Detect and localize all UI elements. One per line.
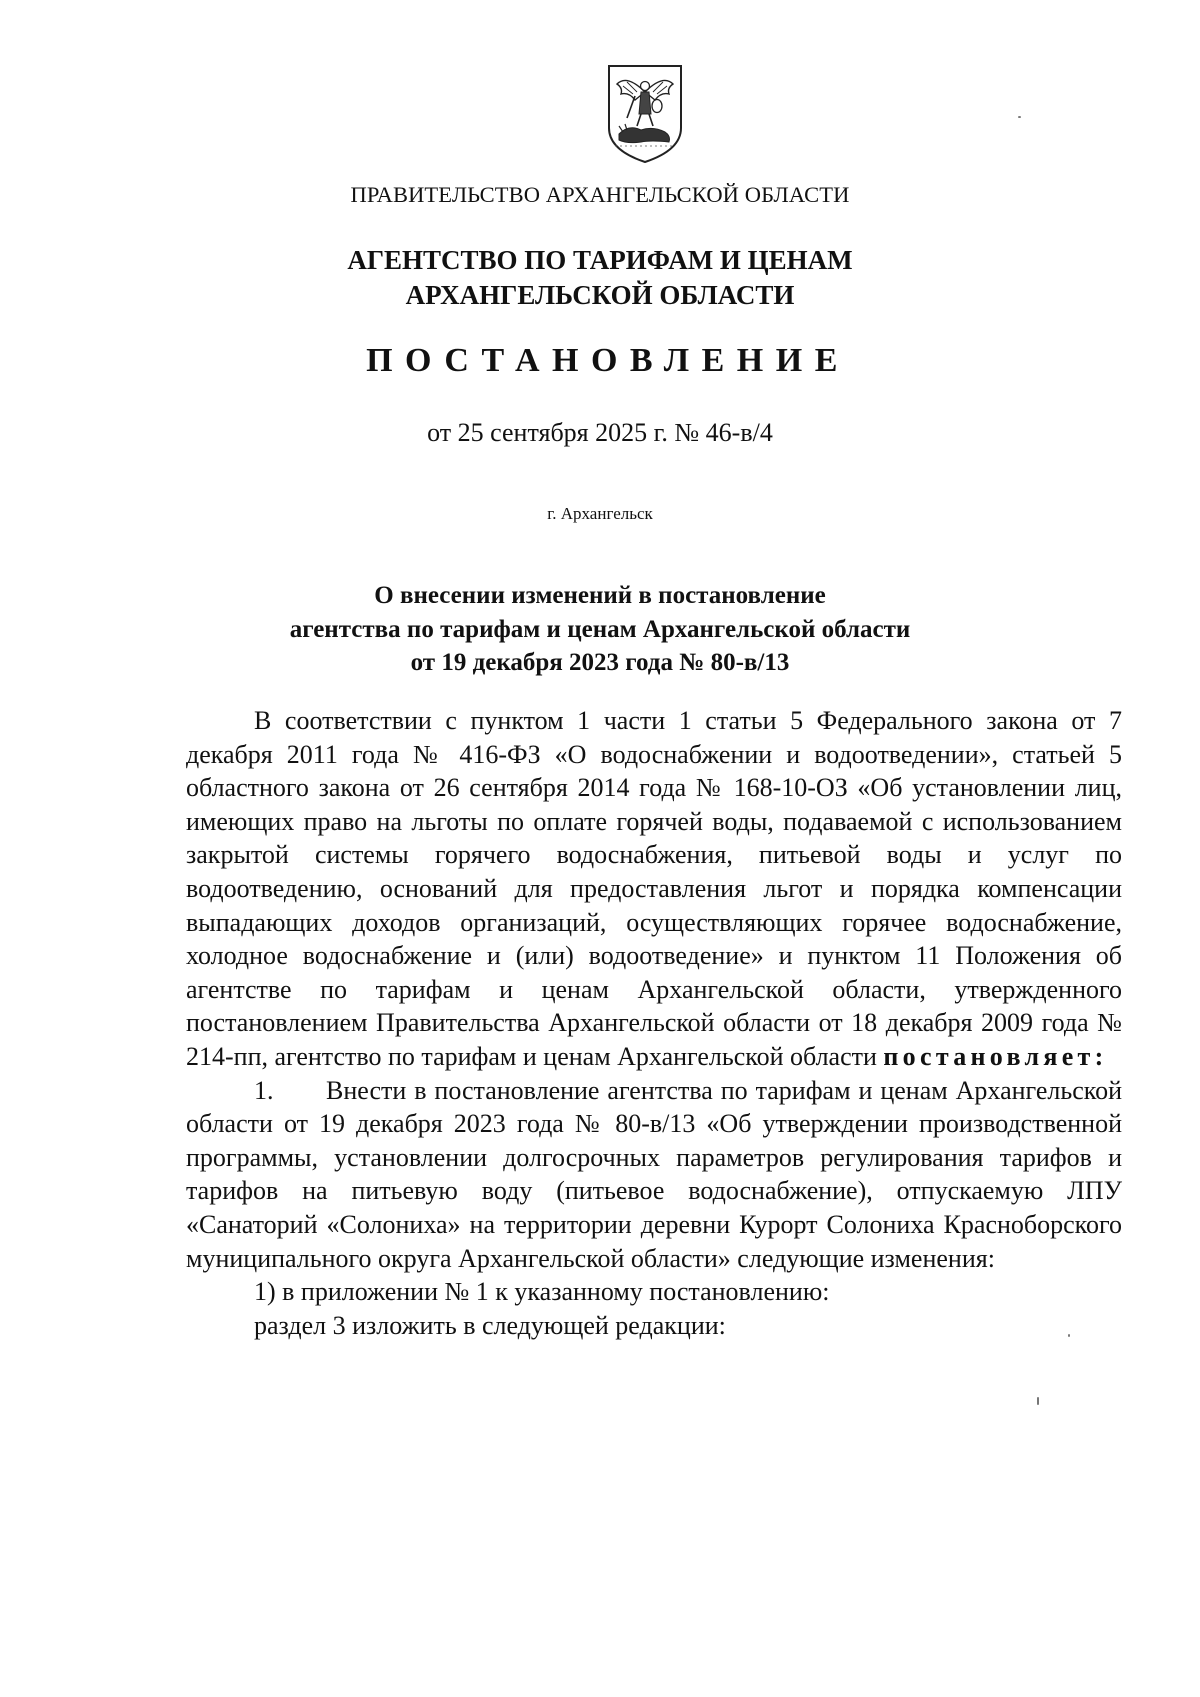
document-title-line3: от 19 декабря 2023 года № 80-в/13 [410,649,790,676]
scan-speck [1018,116,1021,118]
subitem-1: 1) в приложении № 1 к указанному постановлению: [254,1277,830,1307]
document-city: г. Архангельск [547,504,653,523]
agency-name-line1: АГЕНТСТВО ПО ТАРИФАМ И ЦЕНАМ [347,245,853,275]
document-body [186,704,1122,1342]
document-title-line1: О внесении изменений в постановление [374,582,826,609]
item-1-text: Внести в постановление агентства по тарифам и ценам Архангельской области от 19 декабря 2023 года № 80-в/13 «Об утверждении производственной программы, установлении долгосрочных параметров регулирования тарифов и тарифов на питьевую воду (питьевое водоснабжение), отпускаемую ЛПУ «Санаторий «Солониха» на территории деревни Курорт Солониха Красноборского муниципального округа Архангельской области» следующие изменения: [186,1075,1122,1273]
preamble-paragraph [186,704,1122,1074]
item-1-paragraph [186,1074,1122,1276]
item-1-number: 1. [254,1075,274,1105]
scan-speck [1037,1397,1039,1405]
subitem-2: раздел 3 изложить в следующей редакции: [254,1310,726,1340]
agency-name-line2: АРХАНГЕЛЬСКОЙ ОБЛАСТИ [405,280,795,310]
scan-speck [1068,1334,1070,1337]
coat-of-arms-icon [605,62,685,166]
document-title-line2: агентства по тарифам и ценам Архангельской области [289,616,911,643]
document-type: ПОСТАНОВЛЕНИЕ [366,342,850,379]
resolves-keyword: постановляет: [883,1041,1108,1071]
government-name: ПРАВИТЕЛЬСТВО АРХАНГЕЛЬСКОЙ ОБЛАСТИ [350,182,850,207]
document-date-number: от 25 сентября 2025 г. № 46-в/4 [427,418,773,447]
preamble-text: В соответствии с пунктом 1 части 1 статьи 5 Федерального закона от 7 декабря 2011 года № 416-ФЗ «О водоснабжении и водоотведении», статьей 5 областного закона от 26 сентября 2014 года № 168-10-ОЗ «Об установлении лиц, имеющих право на льготы по оплате горячей воды, подаваемой с использованием закрытой системы горячего водоснабжения, питьевой воды и услуг по водоотведению, оснований для предоставления льгот и порядка компенсации выпадающих доходов организаций, осуществляющих горячее водоснабжение, холодное водоснабжение и (или) водоотведение» и пунктом 11 Положения об агентстве по тарифам и ценам Архангельской области, утвержденного постановлением Правительства Архангельской области от 18 декабря 2009 года № 214-пп, агентство по тарифам и ценам Архангельской области [186,706,1122,1071]
